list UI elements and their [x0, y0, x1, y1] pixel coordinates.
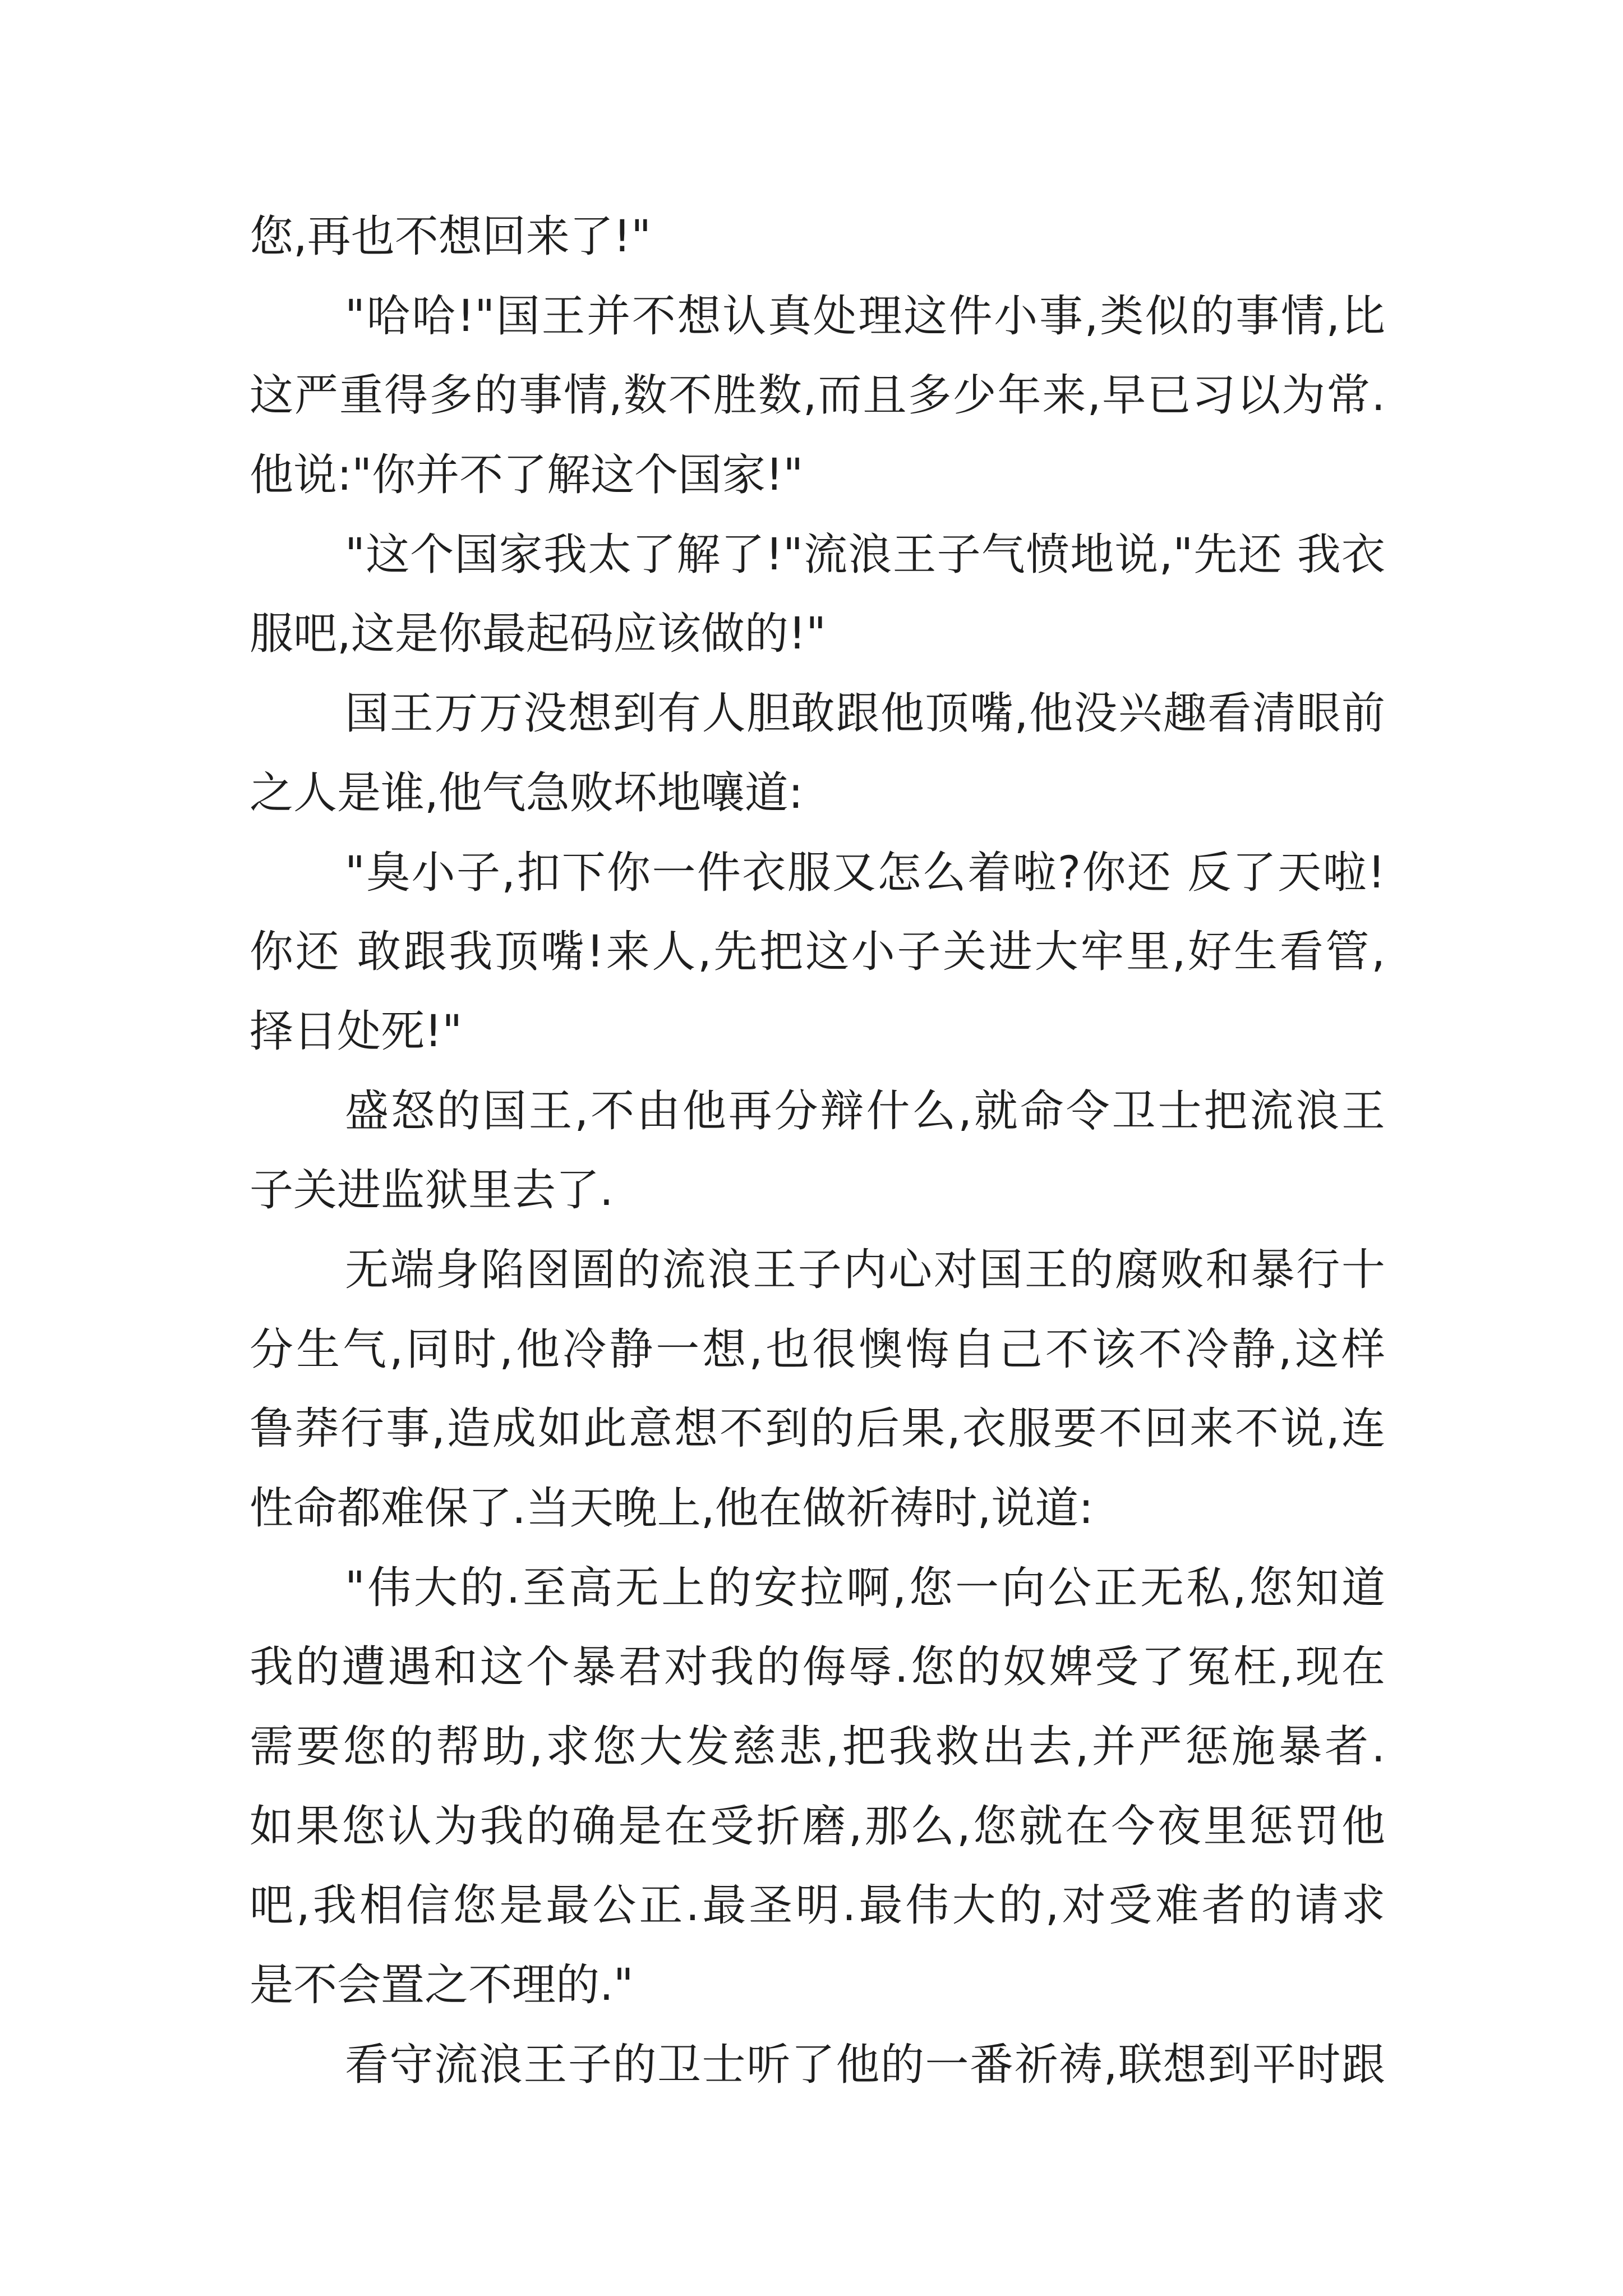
- text-line: 分生气,同时,他冷静一想,也很懊悔自己不该不冷静,这样: [250, 1324, 1385, 1375]
- text-line: 吧,我相信您是最公正.最圣明.最伟大的,对受难者的请求: [250, 1880, 1385, 1931]
- text-line: 您,再也不想回来了!": [250, 211, 651, 262]
- text-line: 是不会置之不理的.": [250, 1960, 634, 2011]
- text-line: 你还 敢跟我顶嘴!来人,先把这小子关进大牢里,好生看管,: [250, 927, 1385, 978]
- text-line: "臭小子,扣下你一件衣服又怎么着啦?你还 反了天啦!: [345, 847, 1385, 898]
- text-line: 看守流浪王子的卫士听了他的一番祈祷,联想到平时跟: [345, 2039, 1385, 2090]
- text-line: 之人是谁,他气急败坏地嚷道:: [250, 767, 804, 818]
- text-line: 性命都难保了.当天晚上,他在做祈祷时,说道:: [250, 1483, 1094, 1534]
- text-line: 无端身陷囹圄的流浪王子内心对国王的腐败和暴行十: [345, 1244, 1385, 1295]
- text-line: 盛怒的国王,不由他再分辩什么,就命令卫士把流浪王: [345, 1085, 1385, 1137]
- text-line: "哈哈!"国王并不想认真处理这件小事,类似的事情,比: [345, 291, 1385, 342]
- text-line: "这个国家我太了解了!"流浪王子气愤地说,"先还 我衣: [345, 529, 1385, 580]
- text-line: 他说:"你并不了解这个国家!": [250, 450, 804, 501]
- text-line: 择日处死!": [250, 1006, 463, 1057]
- text-line: 需要您的帮助,求您大发慈悲,把我救出去,并严惩施暴者.: [250, 1722, 1385, 1773]
- document-body: [250, 197, 1385, 2105]
- text-line: "伟大的.至高无上的安拉啊,您一向公正无私,您知道: [345, 1562, 1385, 1613]
- text-line: 子关进监狱里去了.: [250, 1165, 614, 1216]
- text-line: 如果您认为我的确是在受折磨,那么,您就在今夜里惩罚他: [250, 1801, 1385, 1852]
- text-line: 国王万万没想到有人胆敢跟他顶嘴,他没兴趣看清眼前: [345, 688, 1385, 739]
- text-line: 鲁莽行事,造成如此意想不到的后果,衣服要不回来不说,连: [250, 1404, 1385, 1455]
- text-line: 我的遭遇和这个暴君对我的侮辱.您的奴婢受了冤枉,现在: [250, 1642, 1385, 1693]
- text-line: 服吧,这是你最起码应该做的!": [250, 609, 826, 660]
- text-line: 这严重得多的事情,数不胜数,而且多少年来,早已习以为常.: [250, 370, 1385, 421]
